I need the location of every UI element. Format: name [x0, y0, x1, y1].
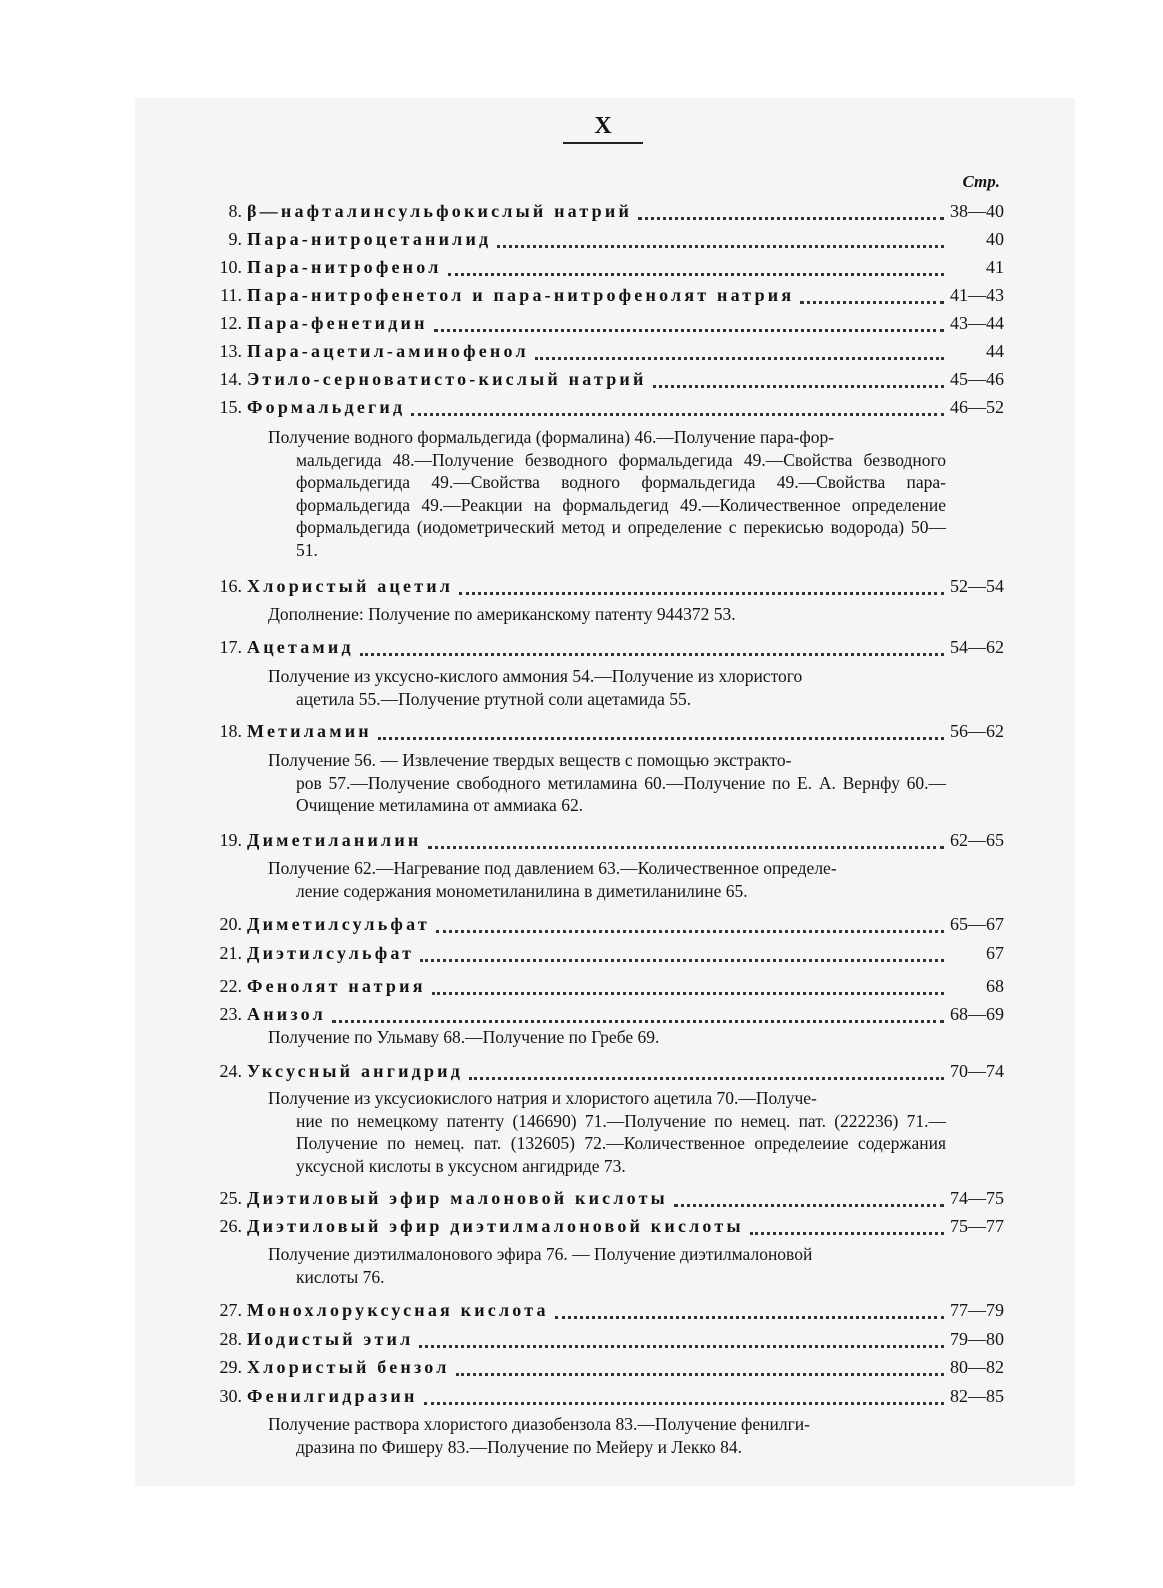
entry-pages: 82—85 — [950, 1386, 1004, 1406]
entry-title: Диэтиловый эфир диэтилмалоновой кислоты — [247, 1216, 744, 1236]
entry-number: 27. — [219, 1300, 242, 1320]
toc-entry — [196, 1354, 1004, 1380]
entry-pages: 68 — [986, 976, 1004, 996]
dot-leader — [448, 273, 945, 276]
dot-leader — [378, 737, 944, 740]
entry-pages: 54—62 — [950, 637, 1004, 657]
subentry-continuation: мальдегида 48.—Получение безводного формальдегида 49.—Свойства безводного формальдегида 49.—Свойства водного формальдегида 49.—Свойства пара-формальдегида 49.—Реакции на формальдегид 49.—Количественное определение формальдегида (иодометрический метод и определение с перекисью водорода) 50—51. — [296, 449, 946, 560]
entry-number: 8. — [228, 201, 242, 221]
toc-subentry — [268, 857, 946, 902]
entry-title: Анизол — [247, 1004, 326, 1024]
dot-leader — [360, 653, 944, 656]
entry-pages: 45—46 — [950, 369, 1004, 389]
subentry-continuation: ние по немецкому патенту (146690) 71.—Получение по немец. пат. (222236) 71.—Получение по немец. пат. (132605) 72.—Количественное определеиие содержания уксусной кислоты в уксусном ангидриде 73. — [296, 1110, 946, 1176]
toc-entry — [196, 394, 1004, 420]
entry-pages: 79—80 — [950, 1329, 1004, 1349]
dot-leader — [411, 413, 944, 416]
entry-pages: 65—67 — [950, 914, 1004, 934]
entry-number: 22. — [219, 976, 242, 996]
entry-number: 29. — [219, 1357, 242, 1377]
toc-entry — [196, 1326, 1004, 1352]
toc-entry — [196, 634, 1004, 660]
entry-title: Метиламин — [247, 721, 372, 741]
entry-title: Пара-ацетил-аминофенол — [247, 341, 529, 361]
entry-number: 9. — [228, 229, 242, 249]
entry-pages: 40 — [986, 229, 1004, 249]
entry-pages: 75—77 — [950, 1216, 1004, 1236]
toc-subentry — [268, 1087, 946, 1177]
subentry-first-line: Получение раствора хлористого диазобензола 83.—Получение фенилги- — [268, 1414, 810, 1434]
entry-title: Фенилгидразин — [247, 1386, 418, 1406]
dot-leader — [420, 959, 944, 962]
entry-title: Диэтилсульфат — [247, 943, 415, 963]
entry-pages: 56—62 — [950, 721, 1004, 741]
entry-pages: 38—40 — [950, 201, 1004, 221]
dot-leader — [469, 1077, 944, 1080]
entry-pages: 68—69 — [950, 1004, 1004, 1024]
subentry-first-line: Получение водного формальдегида (формалина) 46.—Получение пара-фор- — [268, 427, 835, 447]
entry-number: 23. — [219, 1004, 242, 1024]
toc-entry — [196, 254, 1004, 280]
toc-subentry — [268, 603, 946, 626]
toc-entry — [196, 1185, 1004, 1211]
toc-subentry — [268, 749, 946, 817]
subentry-continuation: ров 57.—Получение свободного метиламина 60.—Получение по Е. А. Вернфу 60.—Очищение метиламина от аммиака 62. — [296, 772, 946, 815]
entry-number: 28. — [219, 1329, 242, 1349]
dot-leader — [456, 1373, 944, 1376]
toc-entry — [196, 366, 1004, 392]
entry-pages: 70—74 — [950, 1061, 1004, 1081]
entry-title: Пара-нитрофенол — [247, 257, 442, 277]
subentry-continuation: ление содержания монометиланилина в диметиланилине 65. — [296, 880, 748, 901]
toc-entry — [196, 940, 1004, 966]
page-label: X — [594, 113, 612, 139]
entry-number: 20. — [219, 914, 242, 934]
entry-pages: 41—43 — [950, 285, 1004, 305]
entry-title: Уксусный ангидрид — [247, 1061, 464, 1081]
entry-title: Формальдегид — [247, 397, 406, 417]
toc-entry — [196, 1213, 1004, 1239]
entry-title: Этило-серноватисто-кислый натрий — [247, 369, 647, 389]
entry-pages: 77—79 — [950, 1300, 1004, 1320]
dot-leader — [432, 992, 944, 995]
dot-leader — [555, 1316, 944, 1319]
entry-number: 30. — [219, 1386, 242, 1406]
dot-leader — [638, 217, 944, 220]
toc-entry — [196, 718, 1004, 744]
entry-title: Иодистый этил — [247, 1329, 414, 1349]
toc-entry — [196, 198, 1004, 224]
entry-number: 13. — [219, 341, 242, 361]
entry-pages: 67 — [986, 943, 1004, 963]
entry-title: Ацетамид — [247, 637, 354, 657]
entry-number: 11. — [220, 285, 242, 305]
subentry-continuation: дразина по Фишеру 83.—Получение по Мейеру и Лекко 84. — [296, 1436, 742, 1457]
toc-entry — [196, 573, 1004, 599]
toc-subentry — [268, 426, 946, 561]
dot-leader — [750, 1232, 944, 1235]
dot-leader — [419, 1345, 944, 1348]
entry-pages: 74—75 — [950, 1188, 1004, 1208]
toc-subentry — [268, 1026, 946, 1049]
entry-number: 15. — [219, 397, 242, 417]
entry-number: 17. — [219, 637, 242, 657]
entry-pages: 46—52 — [950, 397, 1004, 417]
entry-title: Диметилсульфат — [247, 914, 430, 934]
dot-leader — [497, 245, 944, 248]
entry-pages: 80—82 — [950, 1357, 1004, 1377]
entry-title: Диметиланилин — [247, 830, 422, 850]
dot-leader — [674, 1204, 944, 1207]
dot-leader — [436, 930, 944, 933]
subentry-first-line: Получение из уксусно-кислого аммония 54.—Получение из хлористого — [268, 666, 803, 686]
dot-leader — [535, 357, 944, 360]
entry-title: Диэтиловый эфир малоновой кислоты — [247, 1188, 668, 1208]
toc-entry — [196, 338, 1004, 364]
dot-leader — [800, 301, 944, 304]
subentry-continuation: кислоты 76. — [296, 1266, 385, 1287]
entry-title: Пара-нитроцетанилид — [247, 229, 492, 249]
entry-title: Фенолят натрия — [247, 976, 426, 996]
entry-number: 16. — [219, 576, 242, 596]
entry-number: 10. — [219, 257, 242, 277]
dot-leader — [459, 592, 944, 595]
subentry-first-line: Получение из уксусиокислого натрия и хлористого ацетила 70.—Получе- — [268, 1088, 817, 1108]
toc-entry — [196, 310, 1004, 336]
toc-entry — [196, 226, 1004, 252]
entry-title: Монохлоруксусная кислота — [247, 1300, 549, 1320]
entry-title: Хлористый ацетил — [247, 576, 454, 596]
entry-number: 21. — [219, 943, 242, 963]
toc-entry — [196, 1383, 1004, 1409]
entry-title: Пара-нитрофенетол и пара-нитрофенолят натрия — [247, 285, 795, 305]
dot-leader — [434, 329, 944, 332]
entry-number: 24. — [219, 1061, 242, 1081]
toc-subentry — [268, 1243, 946, 1288]
toc-entry — [196, 911, 1004, 937]
subentry-continuation: ацетила 55.—Получение ртутной соли ацетамида 55. — [296, 688, 692, 709]
dot-leader — [653, 385, 944, 388]
toc-subentry — [268, 1413, 946, 1458]
entry-pages: 62—65 — [950, 830, 1004, 850]
entry-pages: 44 — [986, 341, 1004, 361]
toc-entry — [196, 1058, 1004, 1084]
toc-subentry — [268, 665, 946, 710]
subentry-first-line: Получение диэтилмалонового эфира 76. — Получение диэтилмалоновой — [268, 1244, 813, 1264]
entry-number: 19. — [219, 830, 242, 850]
toc-entry — [196, 827, 1004, 853]
entry-pages: 43—44 — [950, 313, 1004, 333]
toc-entry — [196, 1001, 1004, 1027]
entry-pages: 41 — [986, 257, 1004, 277]
dot-leader — [428, 846, 945, 849]
toc-entry — [196, 1297, 1004, 1323]
entry-title: Пара-фенетидин — [247, 313, 428, 333]
entry-title: β—нафталинсульфокислый натрий — [247, 201, 633, 221]
toc-entry — [196, 973, 1004, 999]
dot-leader — [424, 1402, 944, 1405]
entry-number: 25. — [219, 1188, 242, 1208]
subentry-first-line: Получение 56. — Извлечение твердых веществ с помощью экстракто- — [268, 750, 792, 770]
entry-number: 14. — [219, 369, 242, 389]
toc-entry — [196, 282, 1004, 308]
entry-title: Хлористый бензол — [247, 1357, 450, 1377]
subentry-first-line: Получение по Ульмаву 68.—Получение по Гребе 69. — [268, 1027, 660, 1047]
subentry-first-line: Дополнение: Получение по американскому патенту 944372 53. — [268, 604, 736, 624]
subentry-first-line: Получение 62.—Нагревание под давлением 63.—Количественное определе- — [268, 858, 837, 878]
entry-pages: 52—54 — [950, 576, 1004, 596]
dot-leader — [332, 1020, 944, 1023]
entry-number: 12. — [219, 313, 242, 333]
page-column-heading: Стр. — [962, 172, 1000, 191]
entry-number: 26. — [219, 1216, 242, 1236]
entry-number: 18. — [219, 721, 242, 741]
